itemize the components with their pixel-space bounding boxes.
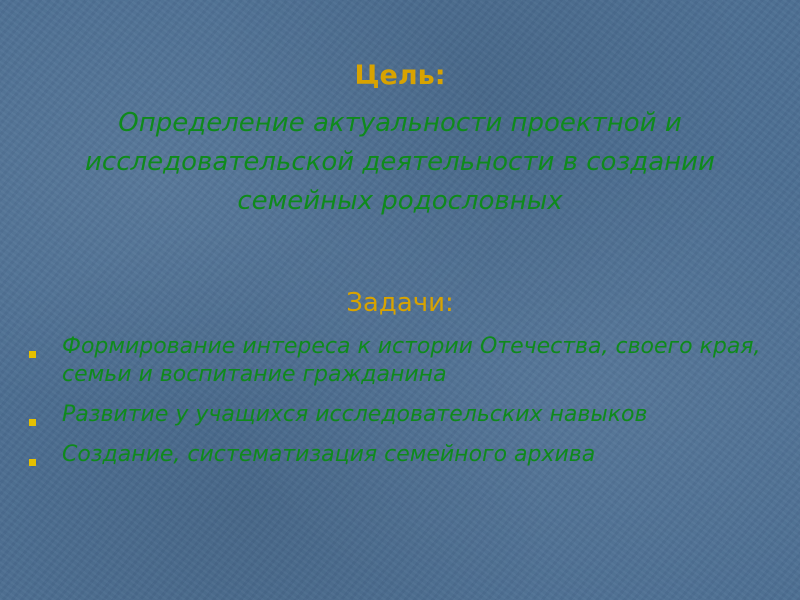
goal-heading: Цель: (354, 60, 446, 91)
task-item (20, 333, 780, 389)
square-bullet-icon (29, 419, 36, 426)
task-item (20, 441, 780, 469)
task-list (20, 333, 780, 481)
task-text: Формирование интереса к истории Отечества, своего края, семьи и воспитание гражданина (62, 334, 761, 387)
square-bullet-icon (29, 351, 36, 358)
task-item (20, 401, 780, 429)
square-bullet-icon (29, 459, 36, 466)
goal-text: Определение актуальности проектной и исследовательской деятельности в создании семейных родословных (85, 108, 715, 216)
tasks-heading: Задачи: (346, 288, 454, 318)
task-text: Развитие у учащихся исследовательских навыков (62, 402, 648, 427)
task-text: Создание, систематизация семейного архива (62, 442, 596, 467)
